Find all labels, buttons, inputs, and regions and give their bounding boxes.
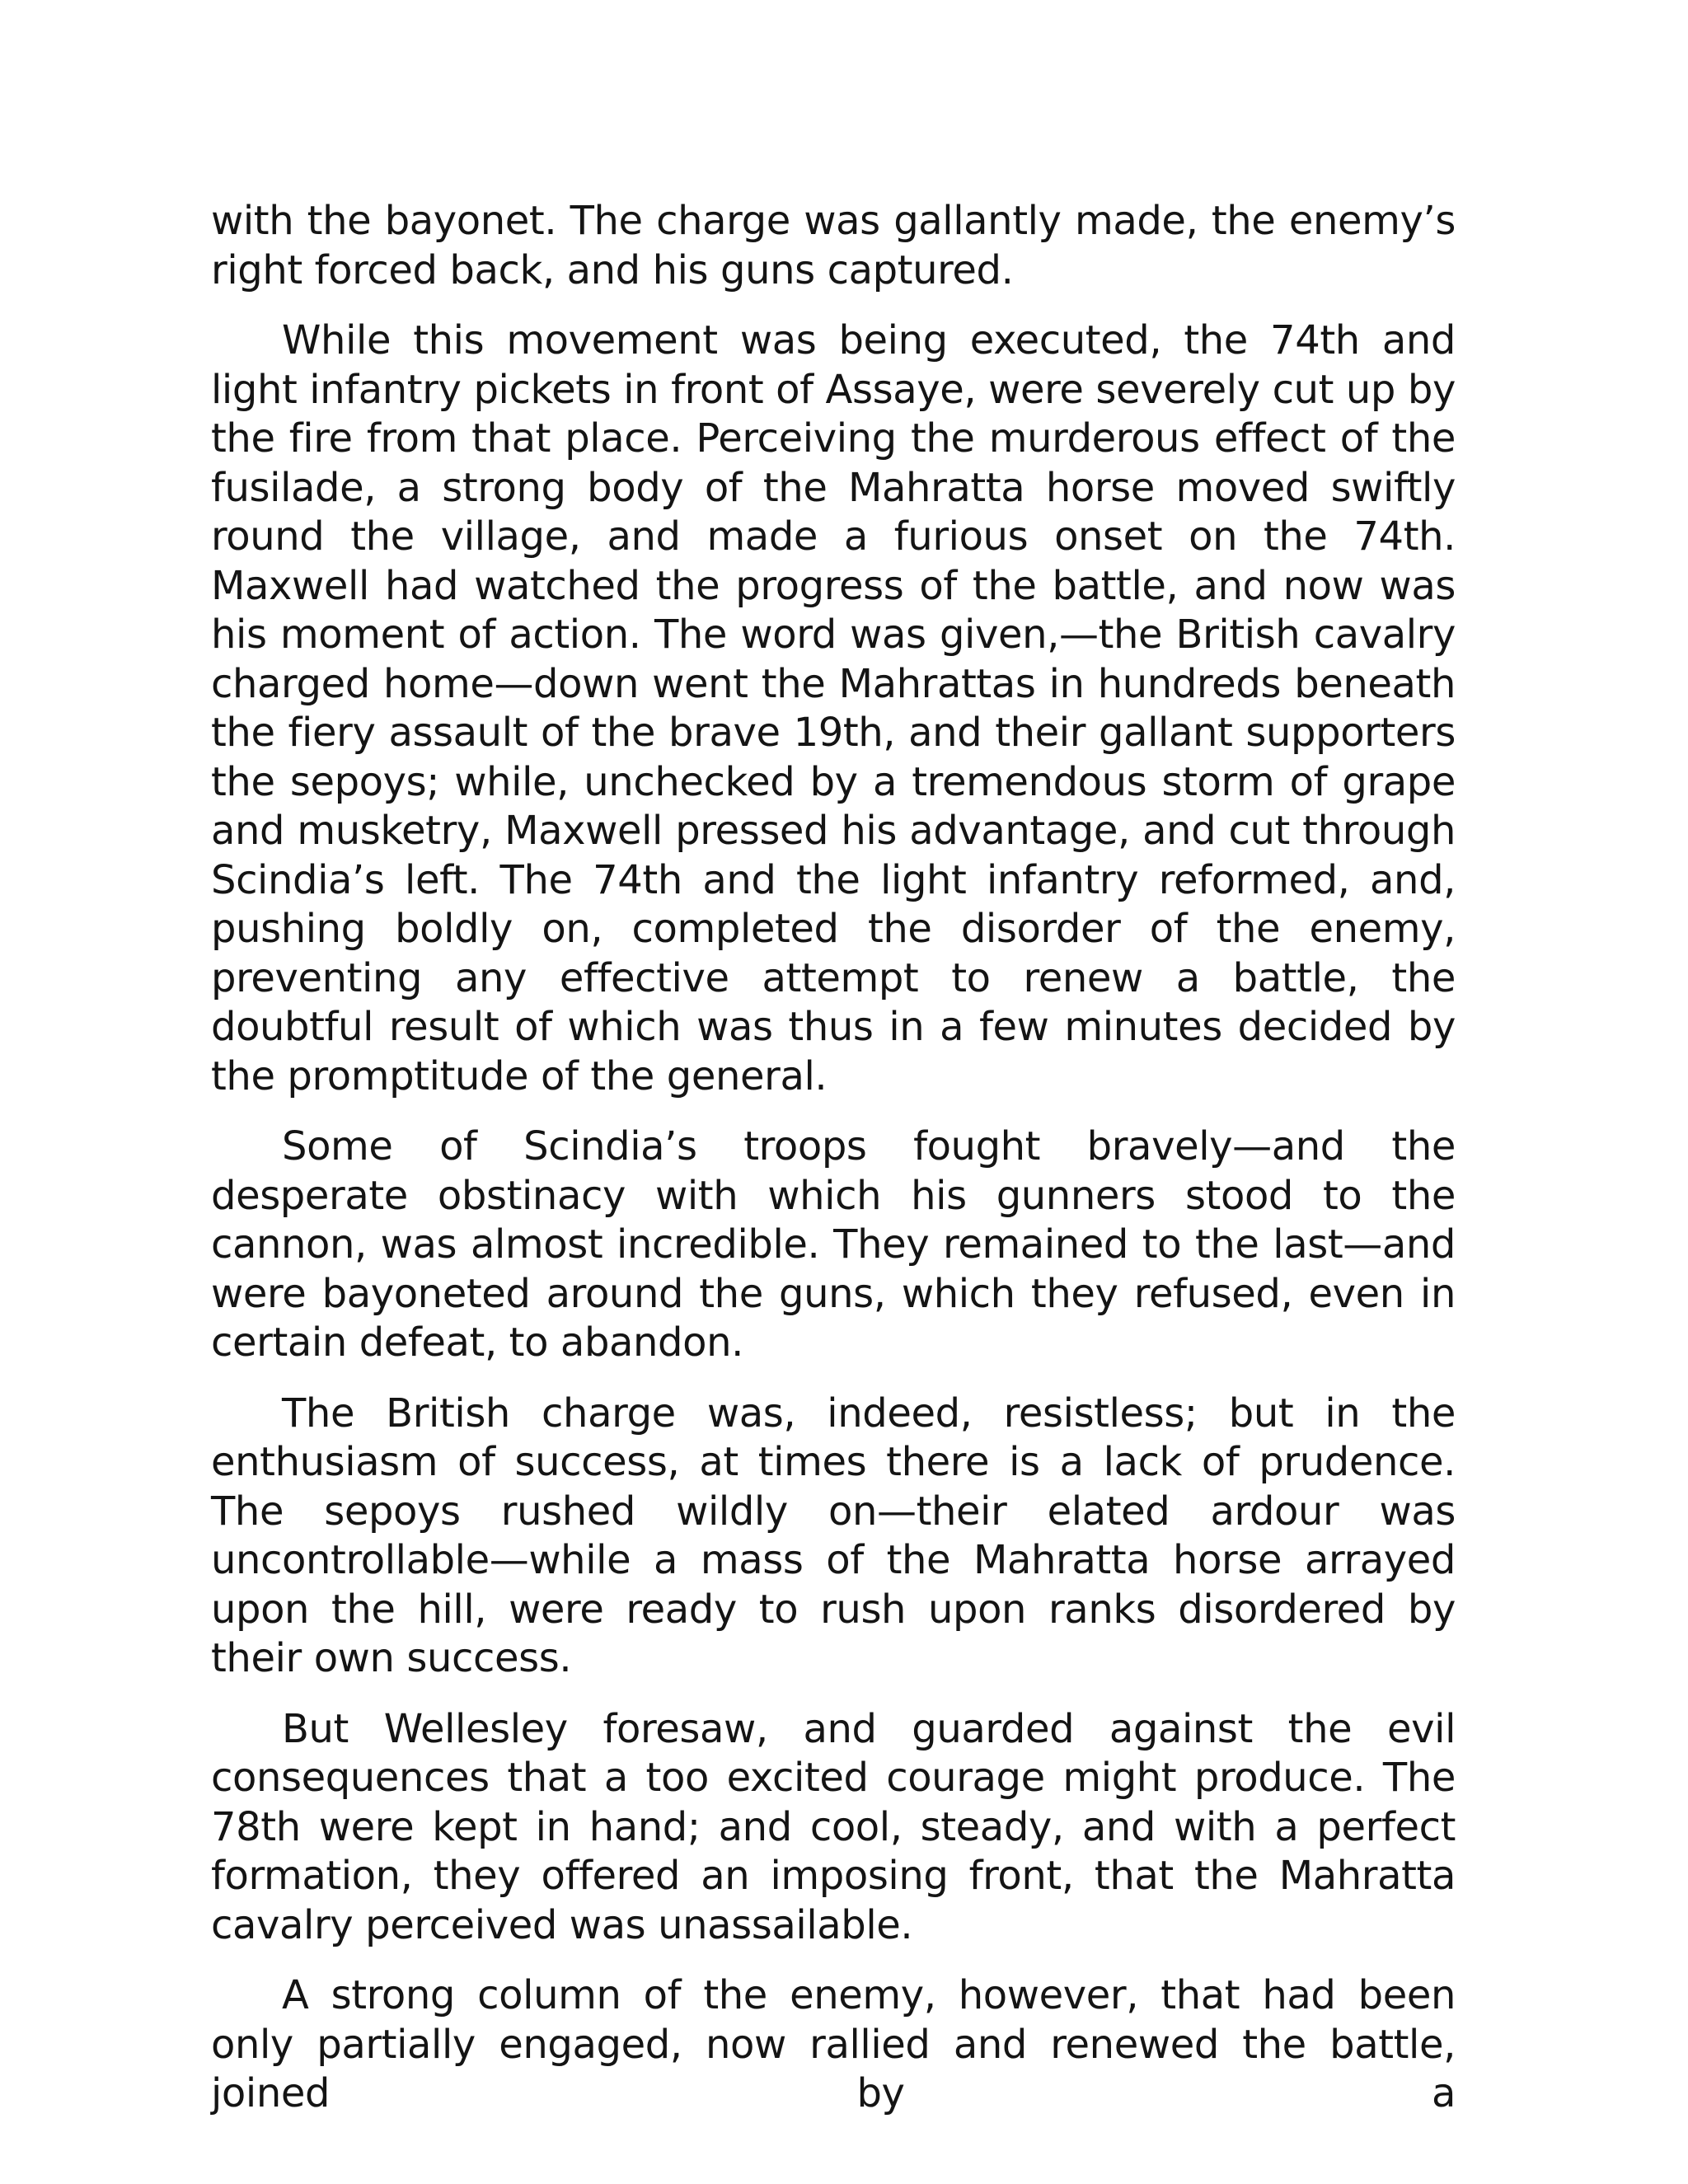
paragraph-2: While this movement was being executed, the 74th and light infantry pickets in front of Assaye, were severely cut up by the fire from that place. Perceiving the murderous effect of the fusilade, a strong body of the Mahratta horse moved swiftly round the village, and made a furious onset on the 74th. Maxwell had watched the progress of the battle, and now was his moment of action. The word was given,—the British cavalry charged home—down went the Mahrattas in hundreds beneath the fiery assault of the brave 19th, and their gallant supporters the sepoys; while, unchecked by a tremendous storm of grape and musketry, Maxwell pressed his advantage, and cut through Scindia’s left. The 74th and the light infantry reformed, and, pushing boldly on, completed the disorder of the enemy, preventing any effective attempt to renew a battle, the doubtful result of which was thus in a few minutes decided by the promptitude of the general. <box>211 317 1456 1099</box>
paragraph-6: A strong column of the enemy, however, that had been only partially engaged, now rallied and renewed the battle, joined by a <box>211 1972 1456 2116</box>
paragraph-1: with the bayonet. The charge was gallantly made, the enemy’s right forced back, and his guns captured. <box>211 198 1456 293</box>
page-body <box>211 197 1456 2140</box>
paragraph-3: Some of Scindia’s troops fought bravely—and the desperate obstinacy with which his gunners stood to the cannon, was almost incredible. They remained to the last—and were bayoneted around the guns, which they refused, even in certain defeat, to abandon. <box>211 1123 1456 1366</box>
paragraph-4: The British charge was, indeed, resistless; but in the enthusiasm of success, at times there is a lack of prudence. The sepoys rushed wildly on—their elated ardour was uncontrollable—while a mass of the Mahratta horse arrayed upon the hill, were ready to rush upon ranks disordered by their own success. <box>211 1390 1456 1681</box>
paragraph-5: But Wellesley foresaw, and guarded against the evil consequences that a too excited courage might produce. The 78th were kept in hand; and cool, steady, and with a perfect formation, they offered an imposing front, that the Mahratta cavalry perceived was unassailable. <box>211 1705 1456 1948</box>
